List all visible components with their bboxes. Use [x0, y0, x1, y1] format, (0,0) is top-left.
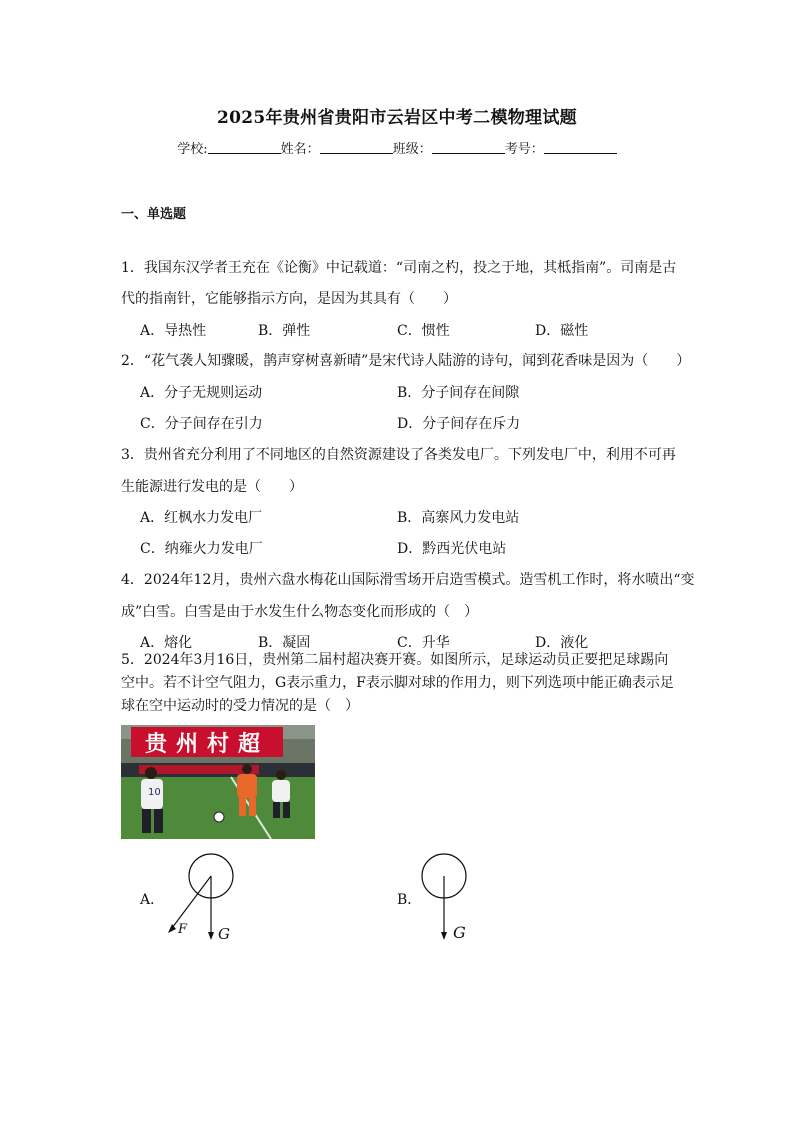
- question-5-line-3: 球在空中运动时的受力情况的是（ ）: [121, 698, 359, 714]
- question-3-option-a[interactable]: A．红枫水力发电厂: [140, 510, 263, 526]
- question-4-option-a[interactable]: A．熔化: [140, 635, 193, 651]
- banner-text: 贵州村超: [144, 732, 270, 757]
- question-2-line-1: 2．“花气袭人知骤暖，鹊声穿树喜新晴”是宋代诗人陆游的诗句，闻到花香味是因为（ ）: [121, 353, 691, 369]
- question-1-option-b[interactable]: B．弹性: [258, 323, 311, 339]
- label-g-a: G: [218, 925, 230, 943]
- force-diagram-a: [160, 850, 250, 950]
- question-2-option-c[interactable]: C．分子间存在引力: [140, 416, 263, 432]
- question-1-option-d[interactable]: D．磁性: [535, 323, 589, 339]
- question-4-option-d[interactable]: D．液化: [535, 635, 589, 651]
- section-heading: 一、单选题: [121, 207, 187, 222]
- question-1-line-2: 代的指南针，它能够指示方向，是因为其具有（ ）: [121, 291, 457, 307]
- student-info-line: [0, 138, 794, 157]
- question-5-line-1: 5．2024年3月16日，贵州第二届村超决赛开赛。如图所示，足球运动员正要把足球踢向: [121, 652, 669, 668]
- page-title: 2025年贵州省贵阳市云岩区中考二模物理试题: [217, 108, 577, 128]
- question-1-option-c[interactable]: C．惯性: [397, 323, 450, 339]
- question-4-line-2: 成”白雪。白雪是由于水发生什么物态变化而形成的（ ）: [121, 604, 479, 620]
- question-2-option-a[interactable]: A．分子无规则运动: [140, 385, 263, 401]
- question-3-line-2: 生能源进行发电的是（ ）: [121, 479, 303, 495]
- question-5-option-a[interactable]: A．: [140, 892, 165, 908]
- jersey-number: 10: [148, 787, 161, 798]
- class-blank[interactable]: [432, 141, 505, 154]
- label-g-b: G: [453, 923, 466, 942]
- question-1-option-a[interactable]: A．导热性: [140, 323, 207, 339]
- question-3-option-c[interactable]: C．纳雍火力发电厂: [140, 541, 263, 557]
- number-blank[interactable]: [544, 141, 617, 154]
- question-3-option-b[interactable]: B．高寨风力发电站: [397, 510, 520, 526]
- question-1-line-1: 1．我国东汉学者王充在《论衡》中记载道：“司南之杓，投之于地，其柢指南”。司南是古: [121, 260, 677, 276]
- question-2-option-d[interactable]: D．分子间存在斥力: [397, 416, 521, 432]
- question-4-option-c[interactable]: C．升华: [397, 635, 450, 651]
- force-arrow: [172, 876, 211, 928]
- question-4-option-b[interactable]: B．凝固: [258, 635, 311, 651]
- class-label: 班级：: [392, 142, 432, 157]
- school-blank[interactable]: [208, 141, 281, 154]
- label-f: F: [178, 922, 188, 937]
- soccer-photo: [121, 725, 315, 839]
- question-5-option-b[interactable]: B．: [397, 892, 422, 908]
- force-diagram-b: [415, 850, 475, 950]
- name-blank[interactable]: [320, 141, 393, 154]
- soccer-ball: [214, 812, 224, 822]
- school-label: 学校:: [177, 142, 208, 157]
- soccer-photo-image: [121, 725, 315, 839]
- name-label: 姓名：: [280, 142, 320, 157]
- question-3-line-1: 3．贵州省充分利用了不同地区的自然资源建设了各类发电厂。下列发电厂中，利用不可再: [121, 447, 676, 463]
- question-2-option-b[interactable]: B．分子间存在间隙: [397, 385, 520, 401]
- number-label: 考号：: [504, 142, 544, 157]
- question-4-line-1: 4．2024年12月，贵州六盘水梅花山国际滑雪场开启造雪模式。造雪机工作时，将水喷出“变: [121, 572, 695, 588]
- question-5-line-2: 空中。若不计空气阻力，G表示重力，F表示脚对球的作用力，则下列选项中能正确表示足: [121, 675, 674, 691]
- question-3-option-d[interactable]: D．黔西光伏电站: [397, 541, 507, 557]
